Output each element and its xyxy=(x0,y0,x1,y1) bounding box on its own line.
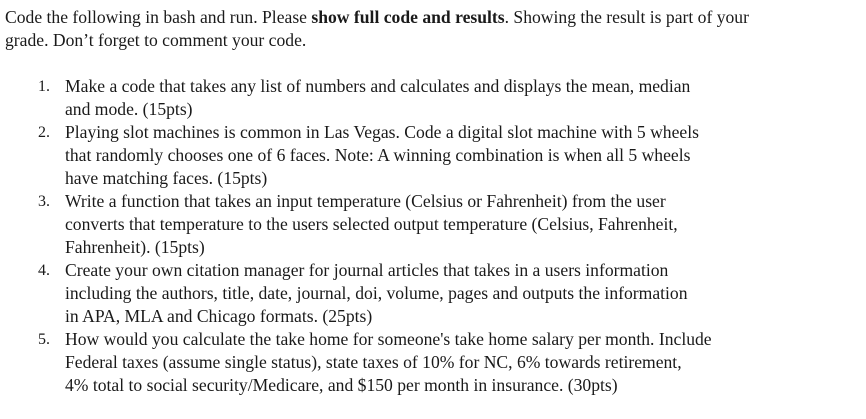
task-line: in APA, MLA and Chicago formats. (25pts) xyxy=(65,306,373,326)
task-list xyxy=(5,75,795,397)
instructions-text: Code the following in bash and run. Please xyxy=(5,7,312,27)
task-item-1 xyxy=(5,75,795,121)
instructions-text-continued: . Showing the result is part of your grade. Don’t forget to comment your code. xyxy=(5,7,749,50)
task-line: Fahrenheit). (15pts) xyxy=(65,237,205,257)
task-line: and mode. (15pts) xyxy=(65,99,193,119)
task-text xyxy=(65,259,795,328)
task-number: 2. xyxy=(38,124,50,141)
instructions-paragraph xyxy=(5,6,795,52)
task-line: Playing slot machines is common in Las Vegas. Code a digital slot machine with 5 wheels xyxy=(65,122,699,142)
task-line: have matching faces. (15pts) xyxy=(65,168,268,188)
task-line: Create your own citation manager for journal articles that takes in a users information xyxy=(65,260,669,280)
task-text xyxy=(65,75,795,121)
task-number: 5. xyxy=(38,331,50,348)
instructions-emphasis: show full code and results xyxy=(311,7,505,27)
task-line: Make a code that takes any list of numbers and calculates and displays the mean, median xyxy=(65,76,691,96)
task-item-4 xyxy=(5,259,795,328)
task-line: including the authors, title, date, journal, doi, volume, pages and outputs the information xyxy=(65,283,688,303)
task-line: that randomly chooses one of 6 faces. Note: A winning combination is when all 5 wheels xyxy=(65,145,691,165)
task-number: 1. xyxy=(38,78,50,95)
task-item-3 xyxy=(5,190,795,259)
task-line: How would you calculate the take home for someone's take home salary per month. Include xyxy=(65,329,712,349)
task-number: 4. xyxy=(38,262,50,279)
task-line: converts that temperature to the users selected output temperature (Celsius, Fahrenheit, xyxy=(65,214,678,234)
task-line: Write a function that takes an input temperature (Celsius or Fahrenheit) from the user xyxy=(65,191,666,211)
task-text xyxy=(65,328,795,397)
task-item-5 xyxy=(5,328,795,397)
task-line: Federal taxes (assume single status), state taxes of 10% for NC, 6% towards retirement, xyxy=(65,352,682,372)
task-number: 3. xyxy=(38,193,50,210)
task-text xyxy=(65,190,795,259)
assignment-document xyxy=(5,6,795,395)
task-text xyxy=(65,121,795,190)
task-line: 4% total to social security/Medicare, and $150 per month in insurance. (30pts) xyxy=(65,375,618,395)
task-item-2 xyxy=(5,121,795,190)
